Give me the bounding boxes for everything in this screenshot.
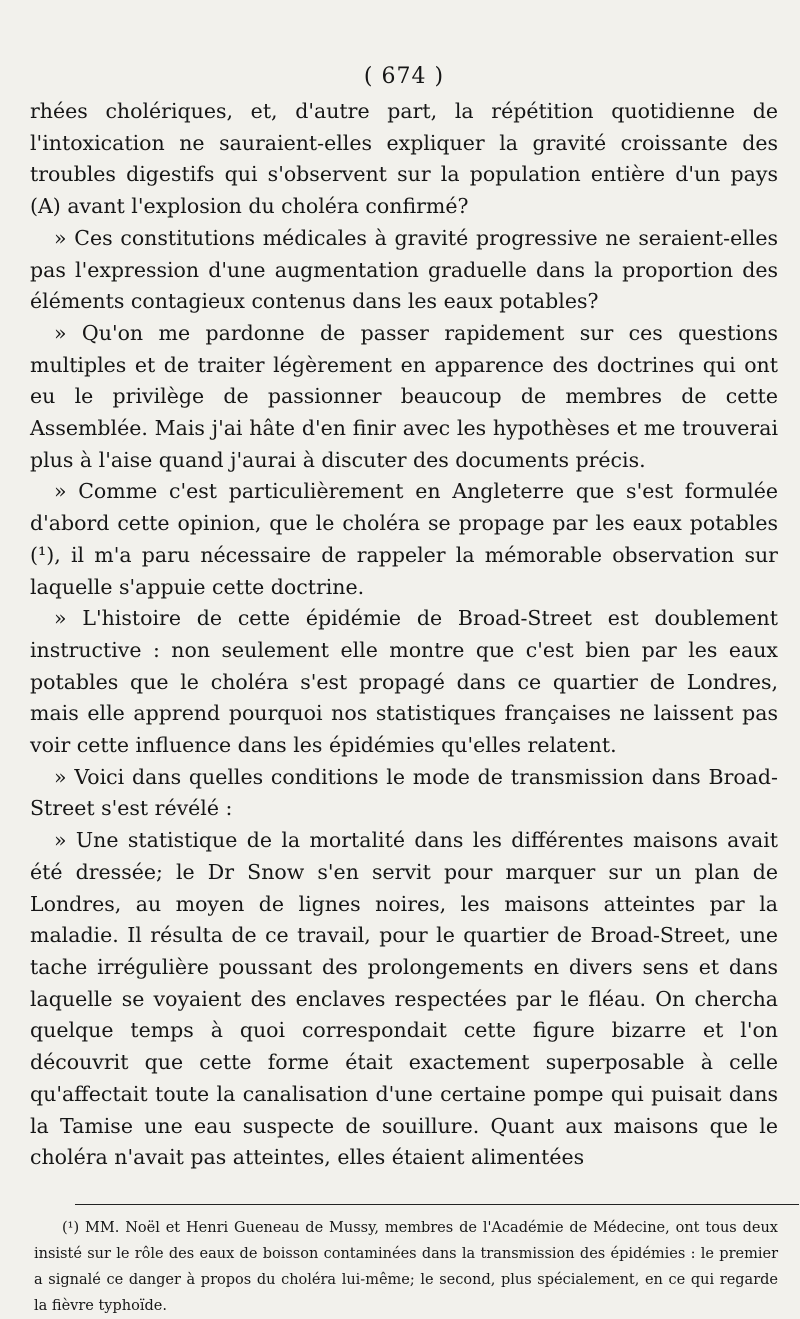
paragraph: » Comme c'est particulièrement en Angleterre que s'est formulée d'abord cette opinion, que le choléra se propage par les eaux potables (¹), il m'a paru nécessaire de rappeler la mémorable observation sur laquelle s'appuie cette doctrine. xyxy=(30,479,778,599)
paragraph-continuation: rhées cholériques, et, d'autre part, la répétition quotidienne de l'intoxication ne sauraient-elles expliquer la gravité croissante des troubles digestifs qui s'observent sur la population entière d'un pays (A) avant l'explosion du choléra confirmé? xyxy=(30,99,778,219)
paragraph: » Ces constitutions médicales à gravité progressive ne seraient-elles pas l'expression d'une augmentation graduelle dans la proportion des éléments contagieux contenus dans les eaux potables? xyxy=(30,225,778,314)
main-text xyxy=(30,96,778,1174)
paragraph: » Voici dans quelles conditions le mode de transmission dans Broad-Street s'est révélé : xyxy=(30,764,778,821)
paragraph: » L'histoire de cette épidémie de Broad-Street est doublement instructive : non seulement elle montre que c'est bien par les eaux potables que le choléra s'est propagé dans ce quartier de Londres, mais elle apprend pourquoi nos statistiques françaises ne laissent pas voir cette influence dans les épidémies qu'elles relatent. xyxy=(30,606,778,758)
footnote: (¹) MM. Noël et Henri Gueneau de Mussy, membres de l'Académie de Médecine, ont tous deux insisté sur le rôle des eaux de boisson contaminées dans la transmission des épidémies : le premier a signalé ce danger à propos du choléra lui-même; le second, plus spécialement, en ce qui regarde la fièvre typhoïde. xyxy=(34,1219,778,1314)
paragraph: » Une statistique de la mortalité dans les différentes maisons avait été dressée; le Dr Snow s'en servit pour marquer sur un plan de Londres, au moyen de lignes noires, les maisons atteintes par la maladie. Il résulta de ce travail, pour le quartier de Broad-Street, une tache irrégulière poussant des prolongements en divers sens et dans laquelle se voyaient des enclaves respectées par le fléau. On chercha quelque temps à quoi correspondait cette figure bizarre et l'on découvrit que cette forme était exactement superposable à celle qu'affectait toute la canalisation d'une certaine pompe qui puisait dans la Tamise une eau suspecte de souillure. Quant aux maisons que le choléra n'avait pas atteintes, elles étaient alimentées xyxy=(30,828,778,1170)
footnote-divider xyxy=(75,1204,799,1205)
page-number: ( 674 ) xyxy=(363,64,445,89)
paragraph: » Qu'on me pardonne de passer rapidement sur ces questions multiples et de traiter légèrement en apparence des doctrines qui ont eu le privilège de passionner beaucoup de membres de cette Assemblée. Mais j'ai hâte d'en finir avec les hypothèses et me trouverai plus à l'aise quand j'aurai à discuter des documents précis. xyxy=(30,320,778,472)
footnotes xyxy=(30,1215,778,1319)
